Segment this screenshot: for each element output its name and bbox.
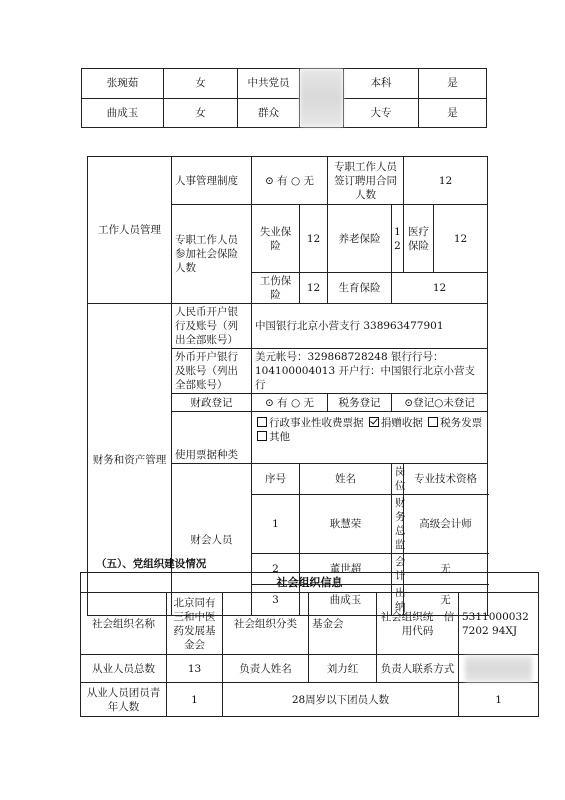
medical-value: 12 [434, 205, 488, 273]
fiscal-value[interactable]: ⊙ 有 ○ 无 [252, 394, 328, 412]
staff-flag: 是 [419, 98, 487, 128]
acc-cell: 无 [404, 554, 488, 585]
staff-table [81, 68, 487, 128]
leader-value: 刘力红 [309, 655, 377, 683]
redacted-contact [459, 655, 539, 683]
tax-value[interactable]: ⊙登记○未登记 [392, 394, 488, 412]
pension-value: 12 [392, 205, 404, 273]
pension-label: 养老保险 [328, 205, 392, 273]
acc-cell: 2 [252, 554, 300, 585]
checkbox-icon[interactable] [428, 417, 438, 427]
section-finance-label: 财务和资产管理 [88, 304, 172, 616]
medical-label: 医疗保险 [404, 205, 434, 273]
org-info-table [80, 572, 539, 717]
insurance-label: 专职工作人员参加社会保险人数 [172, 205, 252, 304]
receipt-options [252, 412, 488, 464]
injury-label: 工伤保险 [252, 273, 300, 304]
maternity-value: 12 [392, 273, 488, 304]
fx-account-value: 美元帐号：329868728248 银行行号： 104100004013 开户行：中国银行北京小营支行 [252, 349, 488, 394]
accountant-label: 财会人员 [172, 464, 252, 616]
fx-account-label: 外币开户银行及账号（列出全部账号） [172, 349, 252, 394]
unemployment-value: 12 [300, 205, 328, 273]
rmb-account-label: 人民币开户银行及账号（列出全部账号） [172, 304, 252, 349]
org-name-label: 社会组织名称 [81, 593, 167, 655]
receipt-opt4: 其他 [269, 431, 290, 443]
rmb-account-value: 中国银行北京小营支行 338963477901 [252, 304, 488, 349]
redacted-cell [300, 69, 344, 128]
maternity-label: 生育保险 [328, 273, 392, 304]
staff-gender: 女 [164, 98, 238, 128]
acc-cell: 财务总监 [392, 495, 404, 554]
hr-system-value[interactable]: ⊙ 有 ○ 无 [252, 157, 328, 205]
staff-flag: 是 [419, 69, 487, 99]
acc-cell: 高级会计师 [404, 495, 488, 554]
section-5-title: （五）、党组织建设情况 [96, 558, 207, 570]
staff-gender: 女 [164, 69, 238, 99]
leader-label: 负责人姓名 [223, 655, 309, 683]
org-code-value: 53110000327202 94XJ [459, 593, 539, 655]
receipt-opt1: 行政事业性收费票据 [269, 417, 364, 429]
org-code-label: 社会组织统一信用代码 [377, 593, 459, 655]
hr-system-label: 人事管理制度 [172, 157, 252, 205]
acc-cell: 1 [252, 495, 300, 554]
checkbox-icon[interactable] [257, 431, 267, 441]
injury-value: 12 [300, 273, 328, 304]
checkbox-checked-icon[interactable] [369, 417, 379, 427]
acc-header: 序号 [252, 464, 300, 495]
staff-politics: 中共党员 [238, 69, 300, 99]
staff-edu: 本科 [344, 69, 419, 99]
section-staff-label: 工作人员管理 [88, 157, 172, 304]
under28-value: 1 [459, 683, 539, 717]
staff-total-label: 从业人员总数 [81, 655, 167, 683]
org-info-title: 社会组织信息 [81, 573, 539, 593]
acc-header: 岗位 [392, 464, 404, 495]
staff-edu: 大专 [344, 98, 419, 128]
tax-label: 税务登记 [328, 394, 392, 412]
youth-label: 从业人员团员青年人数 [81, 683, 167, 717]
acc-cell: 无 [404, 585, 488, 616]
youth-value: 1 [167, 683, 223, 717]
staff-name: 张琬茹 [82, 69, 164, 99]
receipt-label: 使用票据种类 [172, 412, 252, 464]
org-name-value: 北京同有三和中医药发展基金会 [167, 593, 223, 655]
acc-cell: 出纳 [392, 585, 404, 616]
contract-label: 专职工作人员签订聘用合同人数 [328, 157, 404, 205]
staff-total-value: 13 [167, 655, 223, 683]
contact-label: 负责人联系方式 [377, 655, 459, 683]
acc-cell: 董世超 [300, 554, 392, 585]
unemployment-label: 失业保险 [252, 205, 300, 273]
management-table [87, 156, 488, 616]
fiscal-label: 财政登记 [172, 394, 252, 412]
org-type-value: 基金会 [309, 593, 377, 655]
acc-cell: 会计 [392, 554, 404, 585]
receipt-opt2: 捐赠收据 [380, 417, 423, 429]
under28-label: 28周岁以下团员人数 [223, 683, 459, 717]
acc-cell: 耿慧荣 [300, 495, 392, 554]
staff-politics: 群众 [238, 98, 300, 128]
receipt-opt3: 税务发票 [440, 417, 483, 429]
acc-header: 姓名 [300, 464, 392, 495]
contract-value: 12 [404, 157, 488, 205]
acc-cell: 3 [252, 585, 300, 616]
acc-header: 专业技术资格 [404, 464, 488, 495]
org-type-label: 社会组织分类 [223, 593, 309, 655]
acc-cell: 曲成玉 [300, 585, 392, 616]
staff-name: 曲成玉 [82, 98, 164, 128]
checkbox-icon[interactable] [257, 417, 267, 427]
